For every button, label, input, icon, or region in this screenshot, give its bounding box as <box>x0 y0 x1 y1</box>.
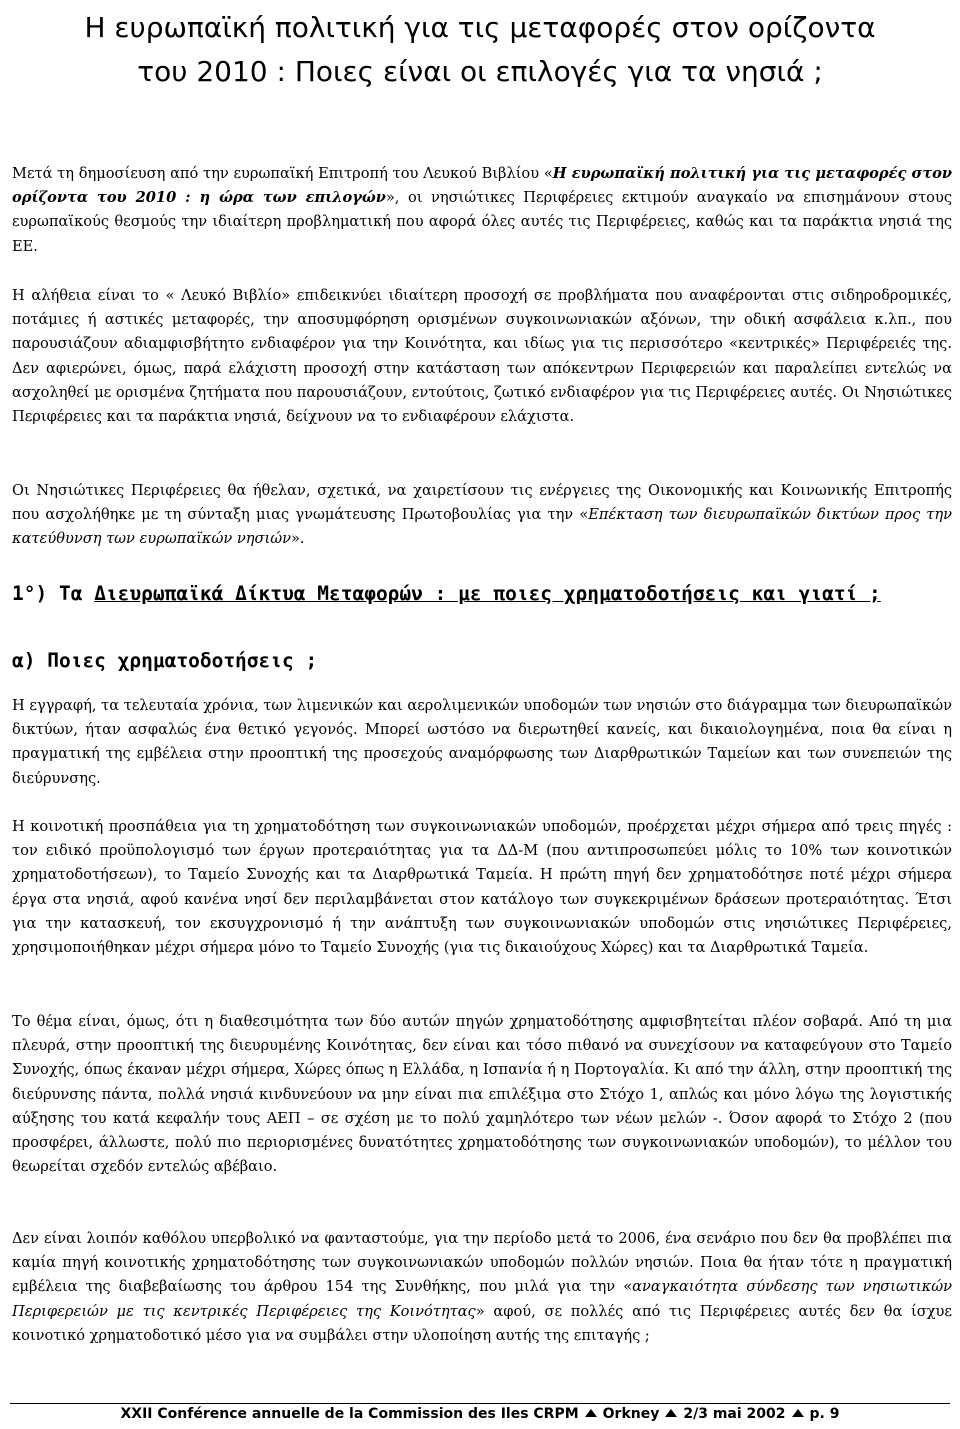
section-heading-1-prefix: 1°) Τα <box>12 582 95 605</box>
intro-paragraph <box>12 162 952 259</box>
title-line-2: του 2010 : Ποιες είναι οι επιλογές για τα νησιά ; <box>137 55 823 88</box>
treaty-quote: αναγκαιότητα σύνδεσης των νησιωτικών Περιφερειών με τις κεντρικές Περιφέρειες της Κοινότητας <box>12 1278 952 1320</box>
intro-text-1: Μετά τη δημοσίευση από την ευρωπαϊκή Επιτροπή του Λευκού Βιβλίου « <box>12 165 553 182</box>
white-paper-title: Η ευρωπαϊκή πολιτική για τις μεταφορές στον ορίζοντα του 2010 : η ώρα των επιλογών <box>12 165 952 207</box>
paragraph-funding-sources: Η κοινοτική προσπάθεια για τη χρηματοδότηση των συγκοινωνιακών υποδομών, προέρχεται μέχρι σήμερα από τρεις πηγές : τον ειδικό προϋπολογισμό των έργων προτεραιότητας για τα ΔΔ-Μ (που αντιπροσωπεύει μόλις το 10% των κοινοτικών χρηματοδοτήσεων), το Ταμείο Συνοχής και τα Διαρθρωτικά Ταμεία. Η πρώτη πηγή δεν χρηματοδότησε ποτέ μέχρι σήμερα έργα στα νησιά, αφού κανένα νησί δεν περιλαμβάνεται στον κατάλογο των συγκεκριμένων δράσεων προτεραιότητας. Έτσι για την κατασκευή, τον εκσυγχρονισμό ή την ανάπτυξη των συγκοινωνιακών υποδομών στις νησιώτικες Περιφέρειες, χρησιμοποιήθηκαν μέχρι σήμερα μόνο το Ταμείο Συνοχής (για τις δικαιούχους Χώρες) και τα Διαρθρωτικά Ταμεία. <box>12 818 952 957</box>
footer-date: 2/3 mai 2002 <box>683 1406 786 1422</box>
title-line-1: Η ευρωπαϊκή πολιτική για τις μεταφορές στον ορίζοντα <box>84 11 876 44</box>
p3-text-1: Οι Νησιώτικες Περιφέρειες θα ήθελαν, σχετικά, να χαιρετίσουν τις ενέργειες της Οικονομικής και Κοινωνικής Επιτροπής που ασχολήθηκε με τη σύνταξη μιας γνωμάτευσης Πρωτοβουλίας για την « <box>12 482 952 524</box>
document-title <box>0 6 960 94</box>
paragraph-funding-availability: Το θέμα είναι, όμως, ότι η διαθεσιμότητα των δύο αυτών πηγών χρηματοδότησης αμφισβητείται πλέον σοβαρά. Από τη μια πλευρά, στην προοπτική της διευρυμένης Κοινότητας, δεν είναι και τόσο πιθανό να συνεχίσουν να καταφεύγουν στο Ταμείο Συνοχής, όπως έκαναν μέχρι σήμερα, Χώρες όπως η Ελλάδα, η Ισπανία ή η Πορτογαλία. Κι από την άλλη, στην προοπτική της διεύρυνσης πάντα, πολλά νησιά κινδυνεύουν να μην είναι πια επιλέξιμα στο Στόχο 1, απλώς και μόνο λόγω της λογιστικής αύξησης του κατά κεφαλήν τους ΑΕΠ – σε σχέση με το πολύ χαμηλότερο των νέων μελών -. Όσον αφορά το Στόχο 2 (που προσφέρει, άλλωστε, πολύ πιο περιορισμένες δυνατότητες χρηματοδότησης των συγκοινωνιακών υποδομών), το μέλλον του θεωρείται σχεδόν εντελώς αβέβαιο. <box>12 1013 952 1176</box>
paragraph-white-paper-critique: Η αλήθεια είναι το « Λευκό Βιβλίο» επιδεικνύει ιδιαίτερη προσοχή σε προβλήματα που αναφέρονται στις σιδηροδρομικές, ποτάμιες ή αστικές μεταφορές, την αποσυμφόρηση ορισμένων συγκοινωνιακών αξόνων, την οδική ασφάλεια κ.λπ., που παρουσιάζουν αδιαμφισβήτητο ενδιαφέρον για την Κοινότητα, και ιδίως για τις περισσότερο «κεντρικές» Περιφέρειές της. Δεν αφιερώνει, όμως, παρά ελάχιστη προσοχή στην κατάσταση των απόκεντρων Περιφερειών και παραλείπει εντελώς να ασχοληθεί με ορισμένα ζητήματα που παρουσιάζουν, εντούτοις, ζωτικό ενδιαφέρον για τις Περιφέρειες αυτές. Οι Νησιώτικες Περιφέρειες και τα παράκτια νησιά, δείχνουν να το ενδιαφέρουν ελάχιστα. <box>12 287 952 426</box>
section-heading-1-underlined: Διευρωπαϊκά Δίκτυα Μεταφορών : με ποιες χρηματοδοτήσεις και γιατί ; <box>94 582 881 605</box>
footer-page-number: p. 9 <box>809 1406 840 1422</box>
opinion-title: Επέκταση των διευρωπαϊκών δικτύων προς την κατεύθυνση των ευρωπαϊκών νησιών <box>12 506 952 548</box>
footer-location: Orkney <box>602 1406 660 1422</box>
p7-text-3: » αφού, σε πολλές από τις Περιφέρειες αυτές δεν θα ίσχυε κοινοτικό χρηματοδοτικό μέσο για να συμβάλει στην υλοποίηση αυτής της επιταγής ; <box>12 1302 952 1344</box>
p3-text-3: ». <box>290 530 305 548</box>
triangle-icon <box>585 1409 597 1417</box>
triangle-icon <box>792 1409 804 1417</box>
paragraph-post-2006-scenario <box>12 1227 952 1348</box>
intro-text-3: », οι νησιώτικες Περιφέρειες εκτιμούν αναγκαίο να επισημάνουν στους ευρωπαϊκούς θεσμούς την ιδιαίτερη προβληματική που αφορά όλες αυτές τις Περιφέρειες, καθώς και τα παράκτια νησιά της ΕΕ. <box>12 189 952 255</box>
footer-conference: XXII Conférence annuelle de la Commission des Iles CRPM <box>120 1406 579 1422</box>
section-heading-2 <box>12 647 952 675</box>
triangle-icon <box>665 1409 677 1417</box>
page-footer <box>0 1402 960 1426</box>
paragraph-infrastructure-registration: Η εγγραφή, τα τελευταία χρόνια, των λιμενικών και αερολιμενικών υποδομών των νησιών στο διάγραμμα των διευρωπαϊκών δικτύων, ήταν ασφαλώς ένα θετικό γεγονός. Μπορεί ωστόσο να διερωτηθεί κανείς, και δικαιολογημένα, ποια θα είναι η πραγματική της εμβέλεια στην προοπτική της προσεχούς αναμόρφωσης των Διαρθρωτικών Ταμείων και των συνεπειών της διεύρυνσης. <box>12 697 952 787</box>
section-heading-2-text: α) Ποιες χρηματοδοτήσεις ; <box>12 649 318 672</box>
paragraph-ecosoc-opinion <box>12 479 952 552</box>
section-heading-1 <box>12 580 952 608</box>
p7-text-1: Δεν είναι λοιπόν καθόλου υπερβολικό να φανταστούμε, για την περίοδο μετά το 2006, ένα σενάριο που δεν θα προβλέπει πια καμία πηγή κοινοτικής χρηματοδότησης των συγκοινωνιακών υποδομών πολλών νησιών. Ποια θα ήταν τότε η πραγματική εμβέλεια της διαβεβαίωσης του άρθρου 154 της Συνθήκης, που μιλά για την « <box>12 1230 952 1296</box>
